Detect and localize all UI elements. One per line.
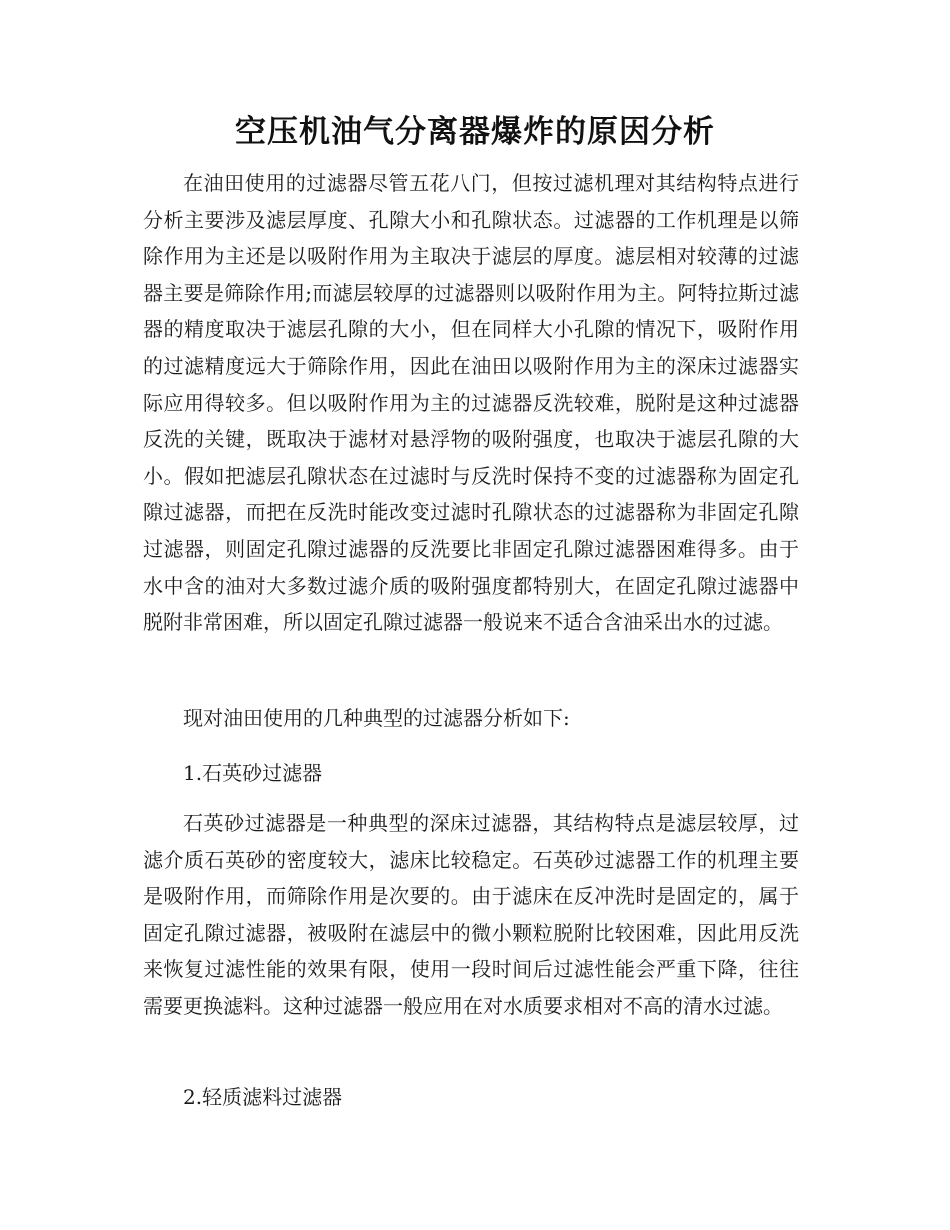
- section-heading-quartz-sand: 1.石英砂过滤器: [183, 761, 323, 785]
- paragraph-filter-mechanisms: 在油田使用的过滤器尽管五花八门，但按过滤机理对其结构特点进行分析主要涉及滤层厚度、孔隙大小和孔隙状态。过滤器的工作机理是以筛除作用为主还是以吸附作用为主取决于滤层的厚度。滤层相对较薄的过滤器主要是筛除作用;而滤层较厚的过滤器则以吸附作用为主。阿特拉斯过滤器的精度取决于滤层孔隙的大小，但在同样大小孔隙的情况下，吸附作用的过滤精度远大于筛除作用，因此在油田以吸附作用为主的深床过滤器实际应用得较多。但以吸附作用为主的过滤器反洗较难，脱附是这种过滤器反洗的关键，既取决于滤材对悬浮物的吸附强度，也取决于滤层孔隙的大小。假如把滤层孔隙状态在过滤时与反洗时保持不变的过滤器称为固定孔隙过滤器，而把在反洗时能改变过滤时孔隙状态的过滤器称为非固定孔隙过滤器，则固定孔隙过滤器的反洗要比非固定孔隙过滤器困难得多。由于水中含的油对大多数过滤介质的吸附强度都特别大，在固定孔隙过滤器中脱附非常困难，所以固定孔隙过滤器一般说来不适合含油采出水的过滤。: [143, 171, 799, 635]
- page-title: 空压机油气分离器爆炸的原因分析: [235, 114, 715, 150]
- paragraph-quartz-sand-filter: 石英砂过滤器是一种典型的深床过滤器，其结构特点是滤层较厚，过滤介质石英砂的密度较大，滤床比较稳定。石英砂过滤器工作的机理主要是吸附作用，而筛除作用是次要的。由于滤床在反冲洗时是固定的，属于固定孔隙过滤器，被吸附在滤层中的微小颗粒脱附比较困难，因此用反洗来恢复过滤性能的效果有限，使用一段时间后过滤性能会严重下降，往往需要更换滤料。这种过滤器一般应用在对水质要求相对不高的清水过滤。: [143, 811, 799, 1018]
- paragraph-intro-analysis: 现对油田使用的几种典型的过滤器分析如下:: [183, 706, 570, 730]
- section-heading-light-media: 2.轻质滤料过滤器: [183, 1085, 343, 1109]
